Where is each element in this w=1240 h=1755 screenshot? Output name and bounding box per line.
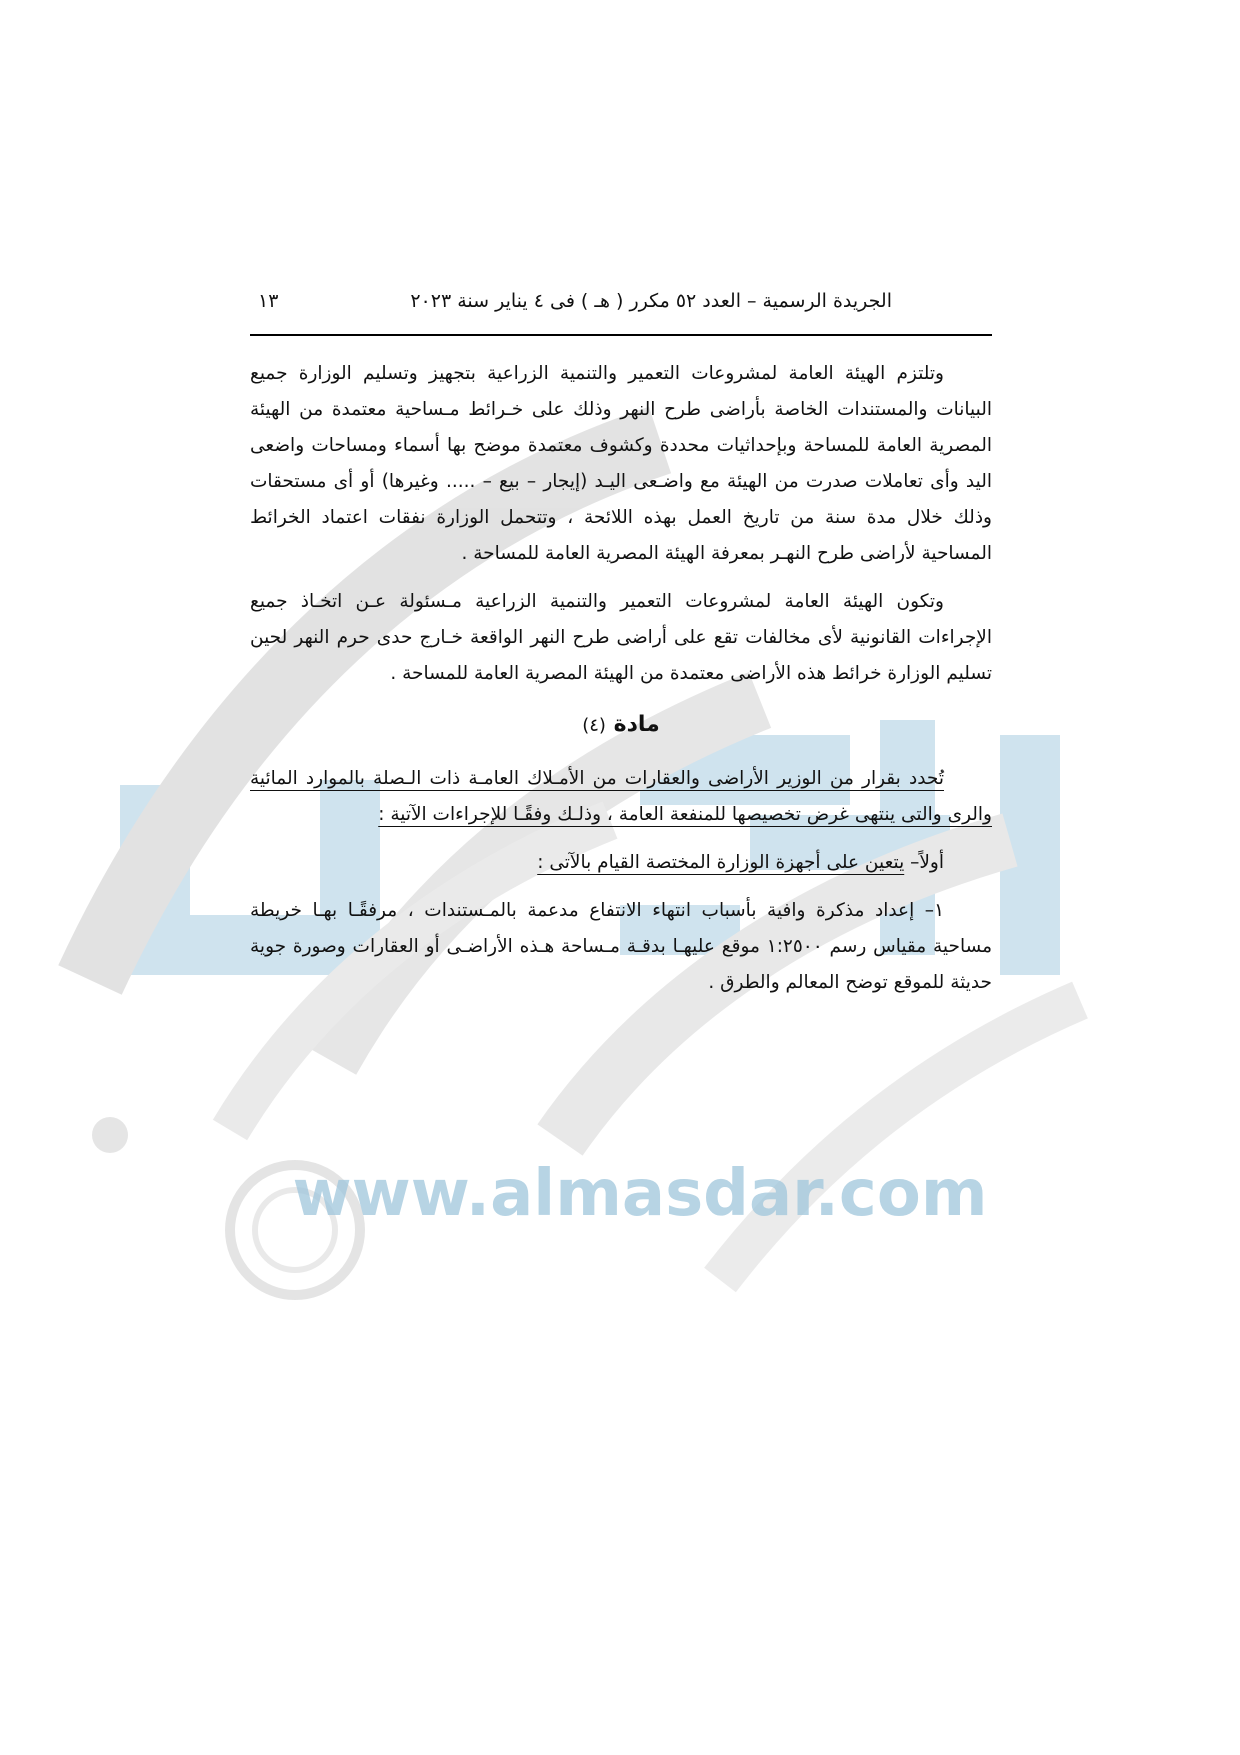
first-clause-text: يتعين على أجهزة الوزارة المختصة القيام بالآتى : bbox=[537, 852, 905, 873]
page-number: ١٣ bbox=[258, 290, 279, 312]
first-clause bbox=[250, 845, 992, 881]
item-1: ١– إعداد مذكرة وافية بأسباب انتهاء الانتفاع مدعمة بالمـستندات ، مرفقًـا بهـا خريطة مساحية مقياس رسم ١:٢٥٠٠ موقع عليهـا بدقـة مـساحة هـذه الأراضـى أو العقارات وصورة جوية حديثة للموقع توضح المعالم والطرق . bbox=[250, 900, 992, 993]
watermark-url: www.almasdar.com bbox=[292, 1157, 988, 1231]
gazette-title: الجريدة الرسمية – العدد ٥٢ مكرر ( هـ ) فى ٤ يناير سنة ٢٠٢٣ bbox=[410, 290, 892, 312]
first-clause-prefix: أولاً– bbox=[904, 852, 944, 873]
article-heading bbox=[250, 704, 992, 747]
document-body bbox=[250, 356, 992, 1001]
article-text: تُحدد بقرار من الوزير الأراضى والعقارات من الأمـلاك العامـة ذات الـصلة بالموارد المائية والرى والتى ينتهى غرض تخصيصها للمنفعة العامة ، وذلـك وفقًـا للإجراءات الآتية : bbox=[250, 768, 992, 825]
header-divider bbox=[250, 334, 992, 336]
article-label: مادة bbox=[613, 712, 660, 737]
paragraph-1: وتلتزم الهيئة العامة لمشروعات التعمير والتنمية الزراعية بتجهيز وتسليم الوزارة جميع البيانات والمستندات الخاصة بأراضى طرح النهر وذلك على خـرائط مـساحية معتمدة من الهيئة المصرية العامة للمساحة وبإحداثيات محددة وكشوف معتمدة موضح بها أسماء ومساحات واضعى اليد وأى تعاملات صدرت من الهيئة مع واضـعى اليـد (إيجار – بيع – ..... وغيرها) أو أى مستحقات وذلك خلال مدة سنة من تاريخ العمل بهذه اللائحة ، وتتحمل الوزارة نفقات اعتماد الخرائط المساحية لأراضى طرح النهـر بمعرفة الهيئة المصرية العامة للمساحة . bbox=[250, 363, 992, 564]
article-number: (٤) bbox=[582, 715, 606, 736]
page-header bbox=[250, 282, 992, 326]
paragraph-2: وتكون الهيئة العامة لمشروعات التعمير والتنمية الزراعية مـسئولة عـن اتخـاذ جميع الإجراءات القانونية لأى مخالفات تقع على أراضى طرح النهر الواقعة خـارج حدى حرم النهر لحين تسليم الوزارة خرائط هذه الأراضى معتمدة من الهيئة المصرية العامة للمساحة . bbox=[250, 591, 992, 684]
